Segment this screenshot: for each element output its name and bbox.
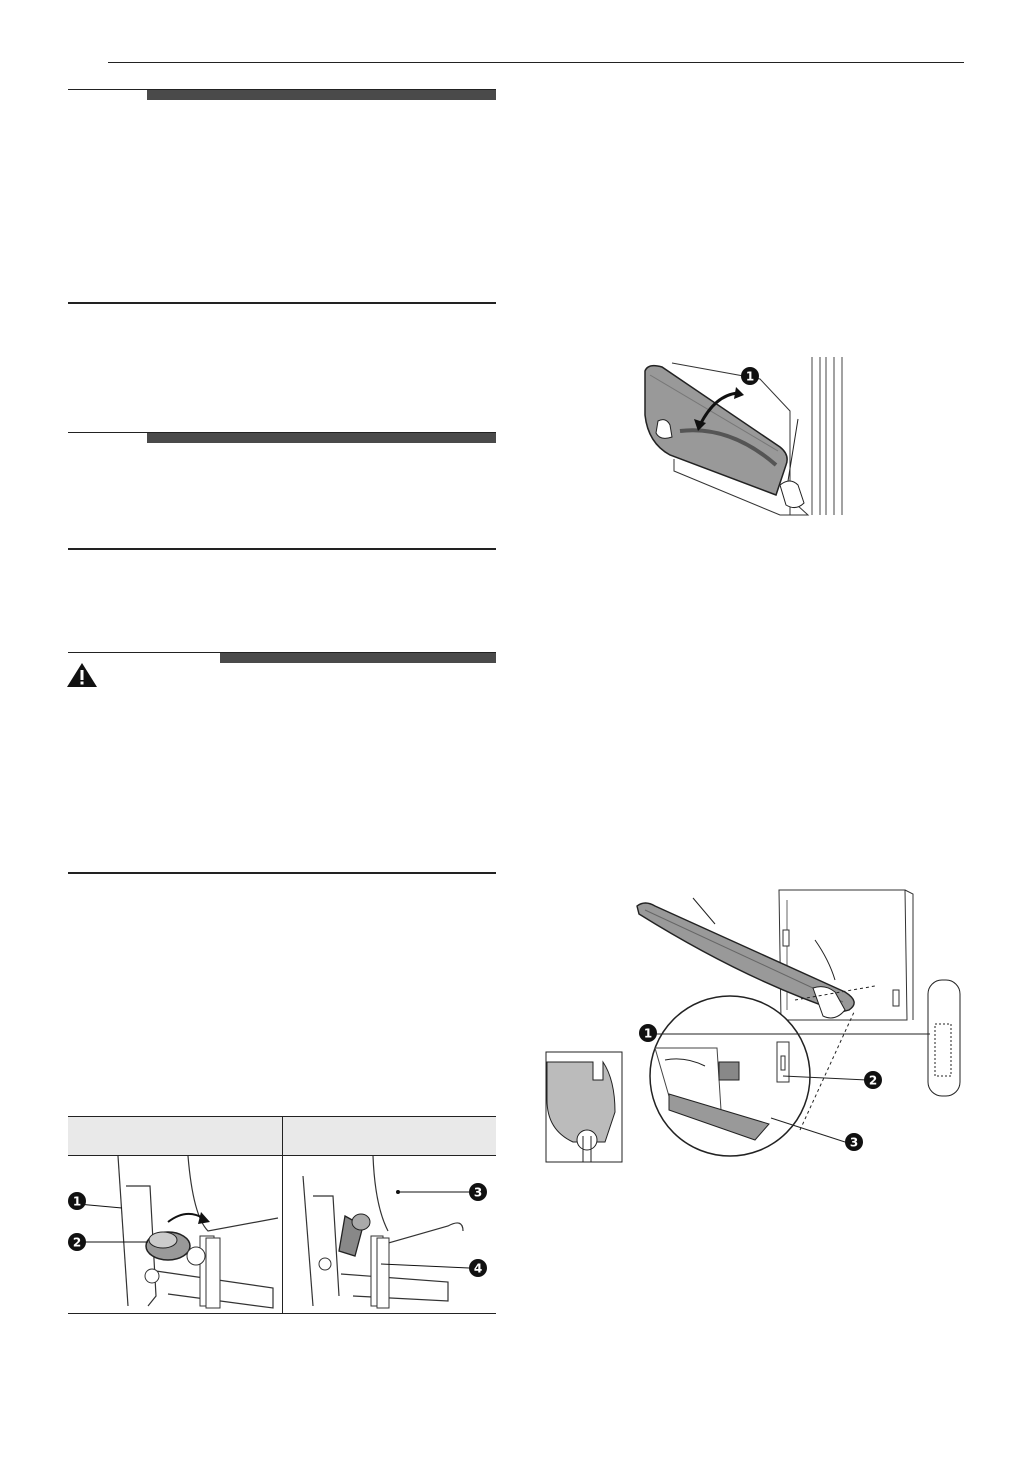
hinge-left-callout-2-label: 2 [72, 1235, 82, 1250]
section-1-bar [147, 90, 496, 100]
hinge-right-callout-4-label: 4 [473, 1261, 483, 1276]
door-removal-callout-3-label: 3 [849, 1135, 859, 1150]
door-removal-callout-2 [864, 1071, 882, 1089]
section-2-bar [147, 433, 496, 443]
door-removal-callout-1-label: 1 [643, 1026, 653, 1041]
hinge-left-callout-1-label: 1 [72, 1194, 82, 1209]
door-removal-callout-3 [845, 1133, 863, 1151]
table-header-left [68, 1117, 282, 1155]
table-bottom-border [68, 1313, 496, 1314]
hinge-right-callout-3-label: 3 [473, 1185, 483, 1200]
hinge-right-callout-3 [469, 1183, 487, 1201]
warning-bar [220, 653, 496, 663]
warning-triangle-icon [66, 662, 98, 688]
door-rotate-callout-1 [741, 367, 759, 385]
hinge-right-callout-4 [469, 1259, 487, 1277]
hinge-left-callout-1 [68, 1192, 86, 1210]
door-removal-illustration [545, 880, 965, 1165]
section-divider-2 [68, 548, 496, 550]
section-divider-3 [68, 872, 496, 874]
hinge-left-illustration [68, 1156, 282, 1313]
door-removal-callout-1 [639, 1024, 657, 1042]
page-header-rule [108, 62, 964, 63]
hinge-right-illustration [283, 1156, 496, 1313]
table-header-right [283, 1117, 496, 1155]
door-removal-callout-2-label: 2 [868, 1073, 878, 1088]
section-divider-1 [68, 302, 496, 304]
door-rotate-callout-1-label: 1 [745, 369, 755, 384]
hinge-left-callout-2 [68, 1233, 86, 1251]
